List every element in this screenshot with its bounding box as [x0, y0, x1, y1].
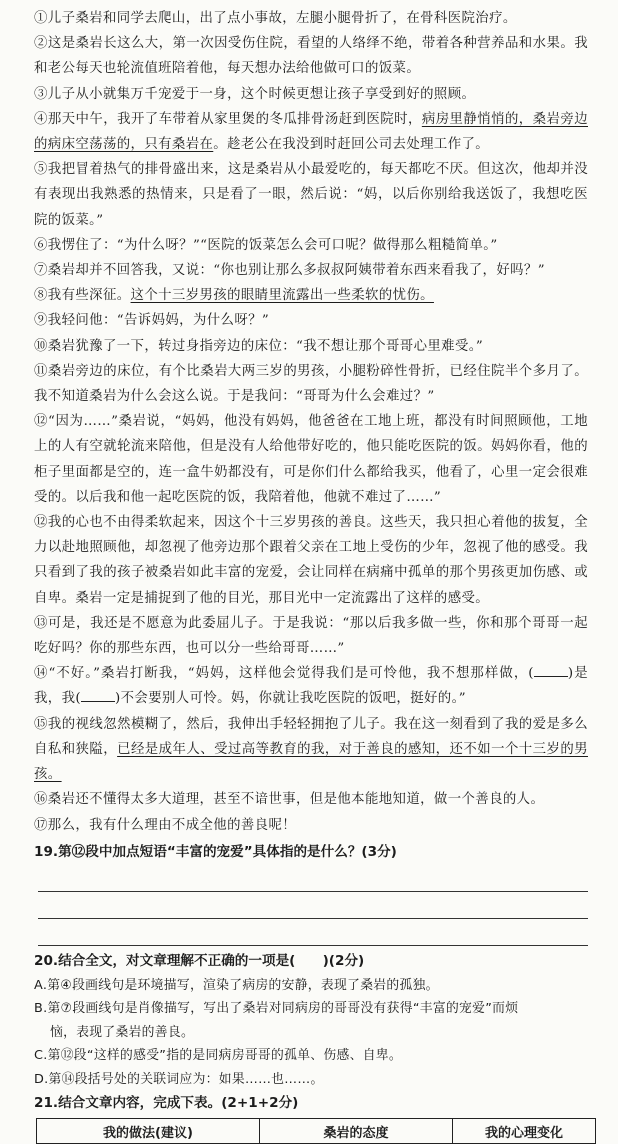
- table-header-my-mind-change: 我的心理变化: [453, 1119, 596, 1144]
- question-21-text: 21.结合文章内容，完成下表。(2+1+2分): [34, 1095, 299, 1112]
- fill-blank-2[interactable]: [81, 687, 115, 702]
- answer-table: [36, 1118, 596, 1144]
- reading-passage: [34, 6, 588, 838]
- table-header-my-approach: 我的做法(建议): [37, 1119, 260, 1144]
- paragraph-1: ①儿子桑岩和同学去爬山，出了点小事故，左腿小腿骨折了，在骨科医院治疗。: [34, 11, 517, 26]
- answer-line-2[interactable]: [38, 892, 588, 919]
- paragraph-2: ②这是桑岩长这么大，第一次因受伤住院，看望的人络绎不绝，带着各种营养品和水果。我和老公每天也轮流值班陪着他，每天想办法给他做可口的饭菜。: [34, 36, 588, 77]
- answer-line-3[interactable]: [38, 919, 588, 946]
- paragraph-5: ⑤我把冒着热气的排骨盛出来，这是桑岩从小最爱吃的，每天都吃不厌。但这次，他却并没有表现出我熟悉的热情来，只是看了一眼，然后说：“妈，以后你别给我送饭了，我想吃医院的饭菜。”: [34, 162, 588, 228]
- answer-line-1[interactable]: [38, 865, 588, 892]
- paragraph-10: ⑩桑岩犹豫了一下，转过身指旁边的床位：“我不想让那个哥哥心里难受。”: [34, 338, 484, 354]
- paragraph-12b: ⑫我的心也不由得柔软起来，因这个十三岁男孩的善良。这些天，我只担心着他的拔复，全力以赴地照顾他，却忽视了他旁边那个跟着父亲在工地上受伤的少年，忽视了他的感受。我只看到了我的孩子被桑岩如此丰富的宠爱，会让同样在病痛中孤单的那个男孩更加伤感、或自卑。桑岩一定是捕捉到了他的目光，那目光中一定流露出了这样的感受。: [34, 515, 588, 606]
- option-d[interactable]: D.第⑭段括号处的关联词应为：如果……也……。: [34, 1071, 324, 1087]
- paragraph-13: ⑬可是，我还是不愿意为此委屈儿子。于是我说：“那以后我多做一些，你和那个哥哥一起吃好吗？你的那些东西，也可以分一些给哥哥……”: [34, 615, 588, 657]
- underlined-sentence: 这个十三岁男孩的眼睛里流露出一些柔软的忧伤。: [130, 288, 434, 304]
- paragraph-6: ⑥我愣住了：“为什么呀？”“医院的饭菜怎么会可口呢？做得那么粗糙简单。”: [34, 237, 498, 253]
- paragraph-4: ④那天中午，我开了车带着从家里煲的冬瓜排骨汤赶到医院时，病房里静悄悄的，桑岩旁边的病床空荡荡的，只有桑岩在。趁老公在我没到时赶回公司去处理工作了。: [34, 111, 588, 153]
- question-19: [34, 840, 588, 946]
- question-20: [34, 949, 588, 1092]
- underlined-sentence: 已经是成年人、受过高等教育的我，对于善良的感知，还不如一个十三岁的男孩。: [34, 741, 588, 783]
- paragraph-7: ⑦桑岩却并不回答我，又说：“你也别让那么多叔叔阿姨带着东西来看我了，好吗？”: [34, 263, 545, 279]
- option-c[interactable]: C.第⑫段“这样的感受”指的是同病房哥哥的孤单、伤感、自卑。: [34, 1048, 402, 1064]
- paragraph-9: ⑨我轻问他：“告诉妈妈，为什么呀？”: [34, 313, 270, 329]
- fill-blank-1[interactable]: [534, 662, 568, 677]
- option-b[interactable]: B.第⑦段画线句是肖像描写，写出了桑岩对同病房的哥哥没有获得“丰富的宠爱”而烦: [34, 1001, 519, 1017]
- paragraph-16: ⑯桑岩还不懂得太多大道理，甚至不谙世事，但是他本能地知道，做一个善良的人。: [34, 792, 545, 808]
- paragraph-8: ⑧我有些深征。这个十三岁男孩的眼睛里流露出一些柔软的忧伤。: [34, 288, 434, 304]
- table-header-row: [37, 1119, 596, 1144]
- question-19-text: 19.第⑫段中加点短语“丰富的宠爱”具体指的是什么？(3分): [34, 843, 397, 860]
- table-header-sangyan-attitude: 桑岩的态度: [260, 1119, 453, 1144]
- option-a[interactable]: A.第④段画线句是环境描写，渲染了病房的安静，表现了桑岩的孤独。: [34, 977, 439, 993]
- paragraph-3: ③儿子从小就集万千宠爱于一身，这个时候更想让孩子享受到好的照顾。: [34, 86, 476, 102]
- paragraph-15: ⑮我的视线忽然模糊了，然后，我伸出手轻轻拥抱了儿子。我在这一刻看到了我的爱是多么自私和狭隘，已经是成年人、受过高等教育的我，对于善良的感知，还不如一个十三岁的男孩。: [34, 716, 588, 783]
- paragraph-11: ⑪桑岩旁边的床位，有个比桑岩大两三岁的男孩，小腿粉碎性骨折，已经住院半个多月了。我不知道桑岩为什么会这么说。于是我问：“哥哥为什么会难过？”: [34, 363, 588, 405]
- paragraph-17: ⑰那么，我有什么理由不成全他的善良呢！: [34, 817, 297, 833]
- paragraph-12: ⑫“因为……”桑岩说，“妈妈，他没有妈妈，他爸爸在工地上班，都没有时间照顾他，工地上的人有空就轮流来陪他，但是没有人给他带好吃的，他只能吃医院的饭。妈妈你看，他的柜子里面都是空的，连一盒牛奶都没有，可是你们什么都给我买，他看了，心里一定会很难受的。以后我和他一起吃医院的饭，我陪着他，他就不难过了……”: [34, 414, 588, 505]
- paragraph-14: ⑭“不好。”桑岩打断我，“妈妈，这样他会觉得我们是可怜他，我不想那样做，( )是我，我( )不会要别人可怜。妈，你就让我吃医院的饭吧，挺好的。”: [34, 661, 588, 711]
- underlined-sentence: 病房里静悄悄的，桑岩旁边的病床空荡荡的，只有桑岩在: [34, 111, 588, 153]
- question-20-text: 20.结合全文，对文章理解不正确的一项是( )(2分): [34, 952, 365, 969]
- option-b-continued: 恼，表现了桑岩的善良。: [50, 1024, 195, 1040]
- question-21: [34, 1091, 588, 1144]
